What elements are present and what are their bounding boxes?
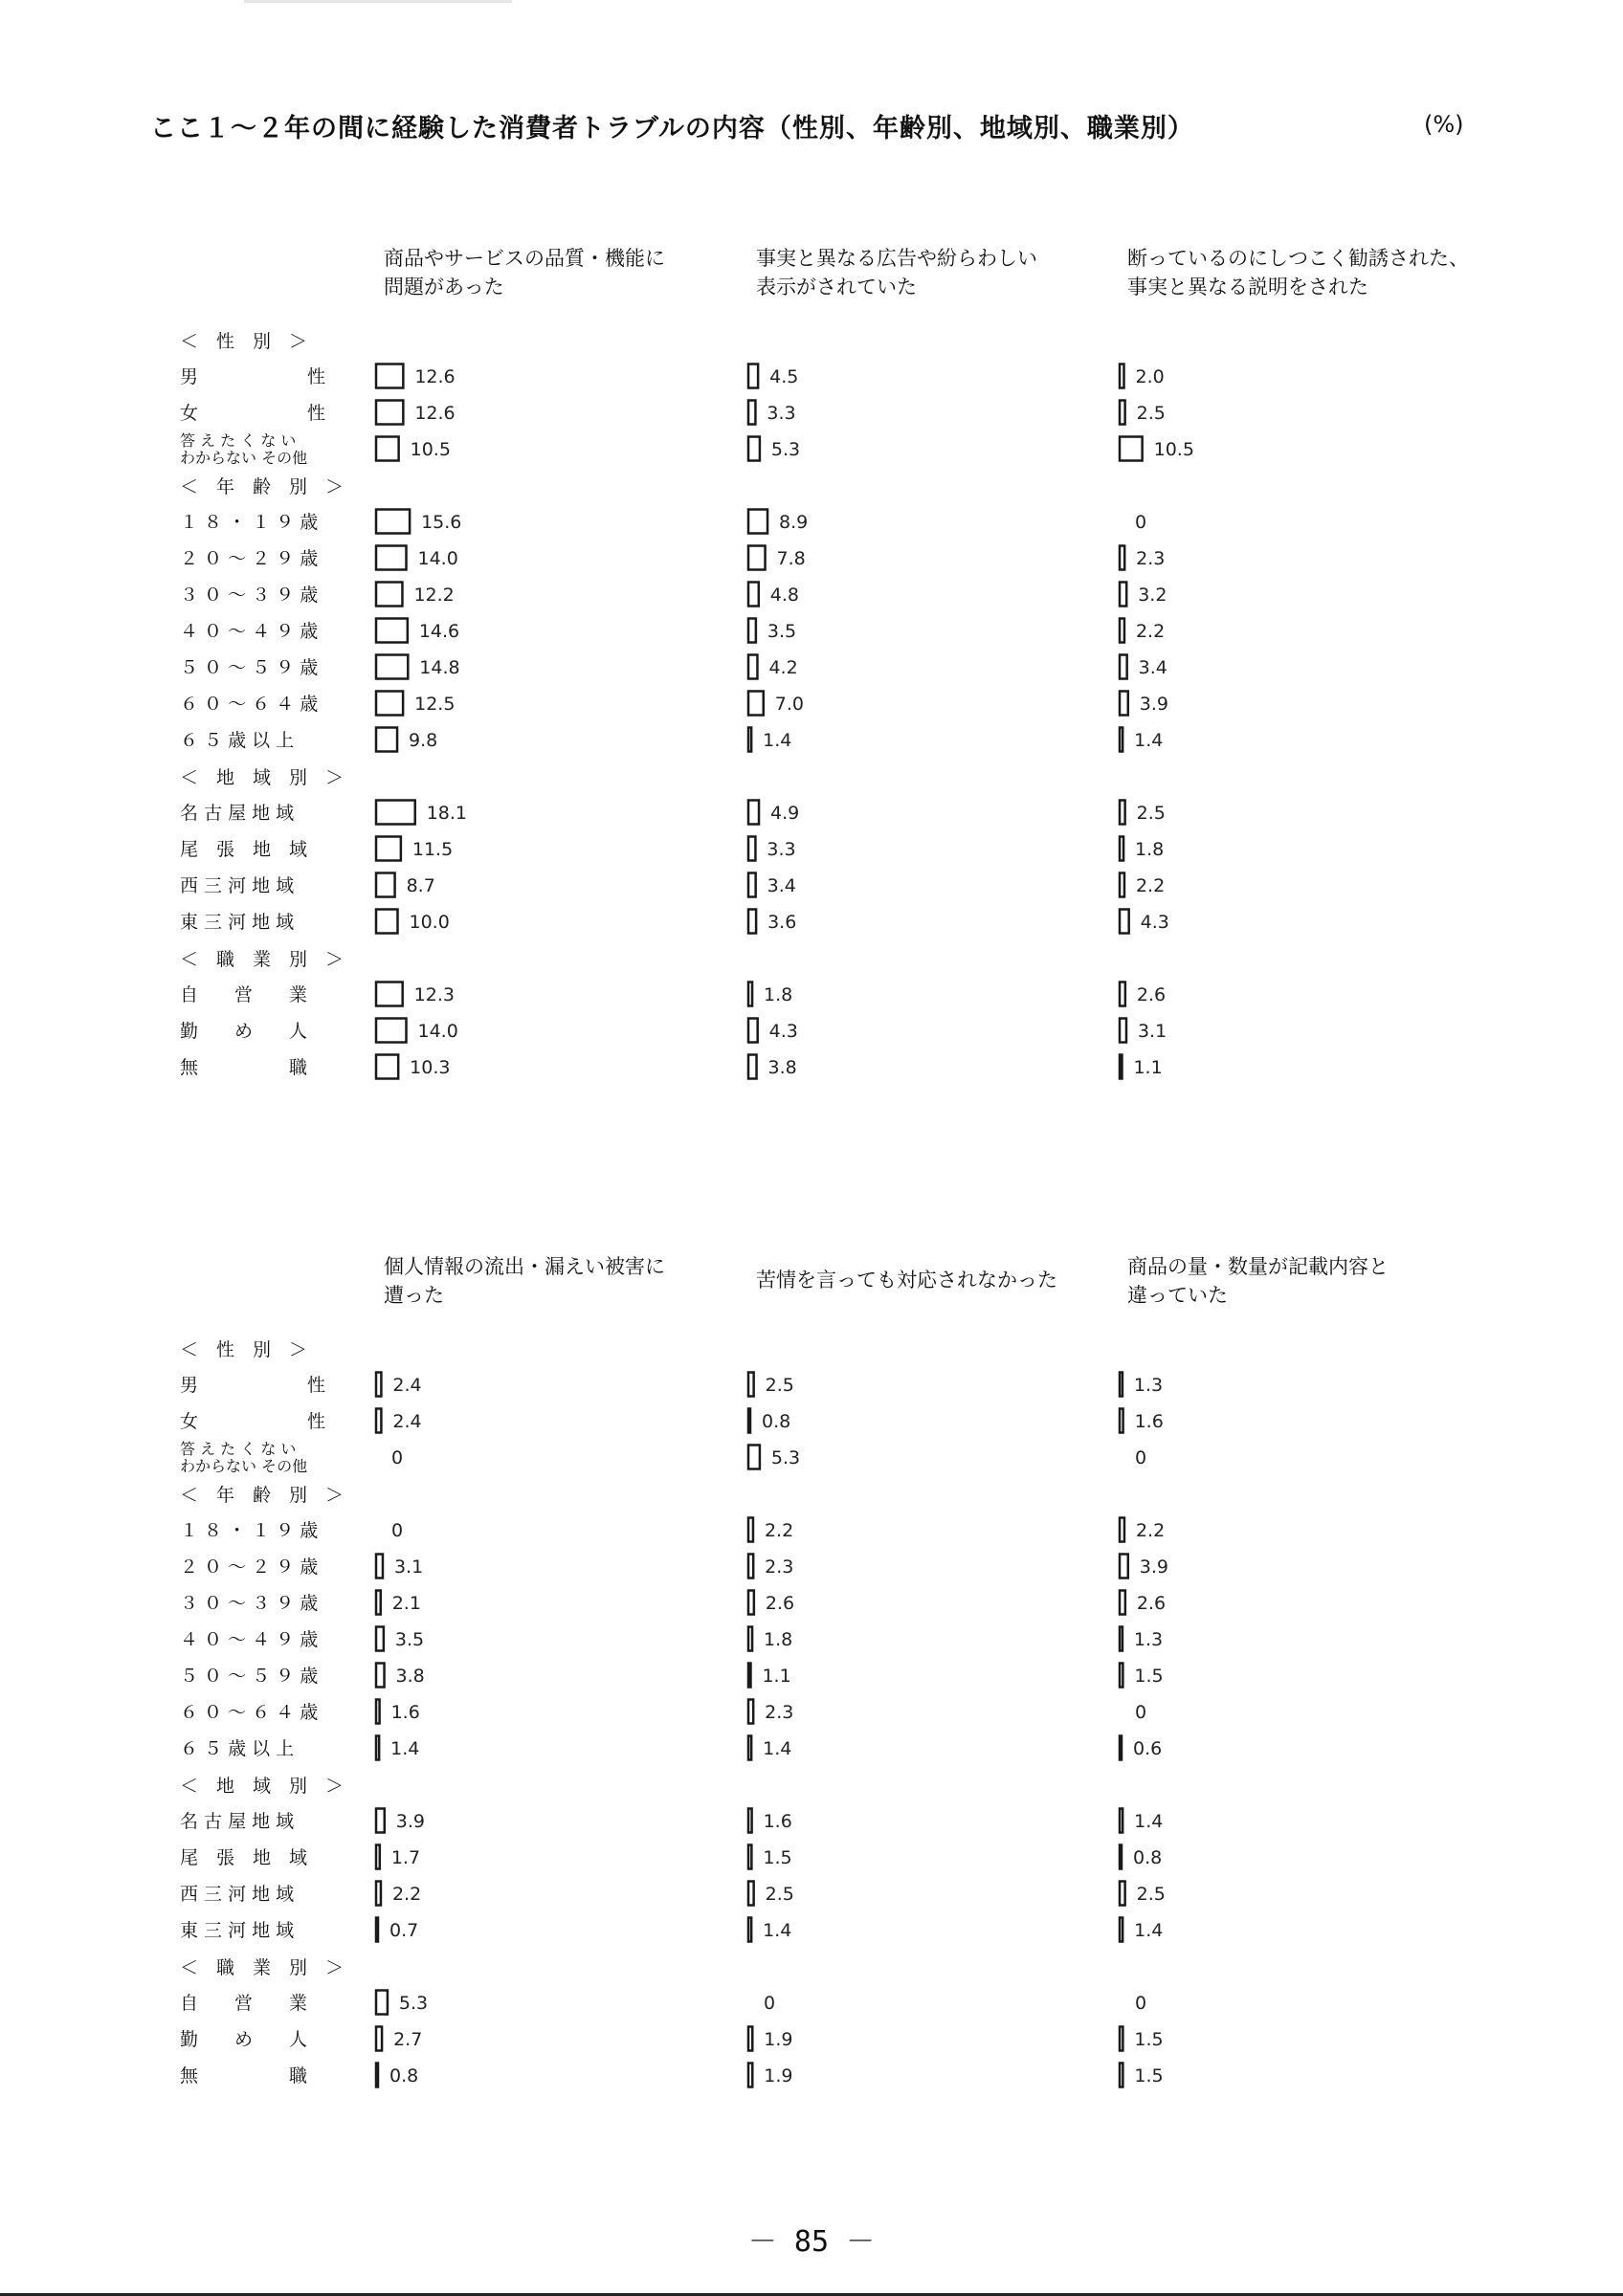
row-label-4-2: 勤 め 人 [180,2029,308,2050]
bar [748,873,756,897]
series-header-1-line-1: 商品やサービスの品質・機能に [384,247,665,270]
bar-value-label: 1.1 [762,1666,791,1687]
bar-value-label: 2.3 [765,1556,794,1578]
bar [748,692,764,716]
bar [1120,655,1127,679]
bar-value-label: 1.9 [764,2065,793,2086]
bar-value-label: 3.4 [767,875,796,896]
series-header-2-line-2: 表示がされていた [756,276,917,298]
bar [1120,873,1124,897]
row-label-3-4: 東 三 河 地 域 [180,912,295,933]
bar [376,655,408,679]
bar-value-label: 4.3 [768,1021,798,1042]
bar-value-label: 0 [391,1520,404,1541]
row-label-2-4: ４ ０ ～ ４ ９ 歳 [180,621,319,642]
group-label-2: ＜ 年 齢 別 ＞ [180,1485,345,1506]
row-label-4-2: 勤 め 人 [180,1021,308,1042]
bar-value-label: 12.2 [413,585,455,606]
bar [376,401,403,425]
bar [376,1700,380,1724]
bar-value-label: 1.9 [764,2029,793,2050]
bar-value-label: 3.3 [767,403,796,424]
bar-value-label: 2.3 [765,1702,794,1723]
bar-value-label: 3.9 [1139,1556,1168,1578]
bar-value-label: 0 [1135,512,1147,533]
row-label-2-2: ２ ０ ～ ２ ９ 歳 [180,548,319,569]
bar [376,728,397,752]
bar-value-label: 8.7 [406,875,435,896]
bar [1120,401,1125,425]
row-label-line1: 答 え た く な い [180,1440,297,1458]
bar-value-label: 1.4 [763,730,792,751]
bar [376,837,401,861]
bar [376,1736,379,1760]
bar-value-label: 0 [1135,1993,1147,2014]
bar-value-label: 5.3 [398,1993,429,2014]
group-label-3: ＜ 地 域 別 ＞ [180,1776,345,1797]
row-label-4-1: 自 営 業 [180,984,308,1005]
bar-value-label: 1.4 [1134,1811,1164,1832]
bar-value-label: 1.3 [1133,1629,1164,1650]
bar-value-label: 3.9 [395,1811,425,1832]
bar-value-label: 14.0 [417,1021,458,1042]
bar [1120,801,1125,825]
bar [748,728,751,752]
bar-value-label: 14.8 [419,657,460,678]
bar [376,1882,381,1906]
bar [1120,1736,1122,1760]
bar [748,982,752,1006]
bar [1120,546,1124,570]
bar [748,1591,754,1615]
row-label-3-2: 尾 張 地 域 [180,1847,308,1868]
bar [748,1409,750,1433]
bar [1120,1373,1123,1397]
bar [748,1055,757,1079]
group-label-4: ＜ 職 業 別 ＞ [180,1957,345,1978]
bar-value-label: 1.4 [1134,1920,1164,1941]
bar [1120,692,1128,716]
group-label-1: ＜ 性 別 ＞ [180,1339,308,1360]
bar [1120,2064,1123,2087]
row-label-line2: わからない その他 [180,1457,308,1475]
bar [748,364,758,388]
unit-label: (%) [1424,111,1464,138]
bar-value-label: 0.8 [762,1411,791,1432]
bar-value-label: 1.8 [1135,839,1165,860]
chart-panel-bottom [0,1238,1623,2099]
bar-value-label: 0 [764,1993,776,2014]
bar [1120,1845,1122,1869]
bar-value-label: 1.8 [764,984,793,1005]
series-header-1-line-2: 遭った [384,1284,444,1307]
bar-value-label: 2.0 [1135,366,1165,387]
bar [1120,1627,1123,1651]
row-label-1-2: 女 性 [180,403,326,424]
row-label-2-6: ６ ０ ～ ６ ４ 歳 [180,694,319,715]
row-label-3-3: 西 三 河 地 域 [180,1884,295,1905]
group-label-4: ＜ 職 業 別 ＞ [180,949,345,970]
bar [748,401,755,425]
bar-value-label: 18.1 [426,803,468,824]
bar [376,873,395,897]
row-label-1-1: 男 性 [180,366,326,387]
bar [376,982,403,1006]
bar [376,1991,388,2015]
bar-value-label: 2.6 [1136,1593,1167,1614]
bar [376,1627,384,1651]
row-label-1-1: 男 性 [180,1375,326,1396]
bar [748,1373,754,1397]
bar-value-label: 14.6 [418,621,460,642]
bar [748,1845,751,1869]
series-header-1-line-2: 問題があった [384,276,504,298]
bar-value-label: 2.2 [1135,621,1166,642]
bar [376,1591,381,1615]
bar-value-label: 1.7 [390,1847,421,1868]
row-label-line1: 答 え た く な い [180,431,297,450]
bar [376,437,399,461]
scan-artifact [244,0,512,3]
bar [748,655,757,679]
group-label-1: ＜ 性 別 ＞ [180,331,308,352]
bar-value-label: 3.2 [1138,585,1167,606]
bar-value-label: 4.5 [769,366,799,387]
bar-value-label: 1.5 [763,1847,792,1868]
row-label-3-1: 名 古 屋 地 域 [180,1811,295,1832]
bar [748,583,759,607]
bar [1120,910,1129,934]
bar-value-label: 3.1 [1137,1021,1167,1042]
bar-value-label: 2.7 [393,2029,423,2050]
row-label-2-6: ６ ０ ～ ６ ４ 歳 [180,1702,319,1723]
row-label-3-4: 東 三 河 地 域 [180,1920,295,1941]
row-label-2-3: ３ ０ ～ ３ ９ 歳 [180,585,319,606]
chart-panel-top [0,230,1623,1091]
bar [376,1055,398,1079]
bar-value-label: 1.5 [1134,2029,1164,2050]
bar-value-label: 10.0 [409,912,450,933]
bar [1120,1409,1123,1433]
bar [376,1373,381,1397]
bar-value-label: 10.5 [410,439,451,460]
bar-value-label: 2.1 [391,1593,421,1614]
row-label-line2: わからない その他 [180,449,308,467]
row-label-2-5: ５ ０ ～ ５ ９ 歳 [180,657,319,678]
bar-value-label: 9.8 [409,730,438,751]
bar-value-label: 1.6 [390,1702,420,1723]
bar-value-label: 2.3 [1136,548,1166,569]
series-header-1-line-1: 個人情報の流出・漏えい被害に [384,1255,665,1278]
bar-value-label: 1.4 [390,1738,420,1759]
bar [1120,364,1124,388]
series-header-3-line-2: 違っていた [1127,1284,1228,1307]
row-label-4-1: 自 営 業 [180,1993,308,2014]
bar [748,1019,758,1043]
bar [748,2064,752,2087]
bar-value-label: 0.6 [1133,1738,1163,1759]
bar [748,1446,760,1469]
bar [376,1845,380,1869]
bar-value-label: 3.9 [1139,694,1168,715]
bar-value-label: 12.6 [414,403,456,424]
bar-value-label: 1.1 [1133,1057,1163,1078]
bar-value-label: 5.3 [770,439,801,460]
bar [1120,982,1125,1006]
bar-value-label: 2.2 [391,1884,422,1905]
bar [748,546,766,570]
bar-value-label: 3.8 [767,1057,797,1078]
bar-value-label: 1.6 [763,1811,792,1832]
bar-value-label: 3.5 [394,1629,425,1650]
series-header-3-line-1: 商品の量・数量が記載内容と [1127,1255,1389,1278]
bar [376,1555,383,1578]
row-label-4-3: 無 職 [180,2065,308,2086]
bar [748,1664,750,1688]
bar [376,510,410,534]
bar-value-label: 5.3 [770,1447,801,1468]
bar [376,910,398,934]
bar-value-label: 1.4 [1134,730,1164,751]
bar [748,837,755,861]
bar-value-label: 2.2 [1135,1520,1166,1541]
bar [748,801,759,825]
bar-value-label: 1.5 [1134,1666,1164,1687]
series-header-2-line-1: 事実と異なる広告や紛らわしい [756,247,1037,270]
bar-value-label: 3.1 [393,1556,424,1578]
bar [376,801,415,825]
bar [376,1409,381,1433]
bar-value-label: 0.7 [389,1920,419,1941]
series-header-3-line-1: 断っているのにしつこく勧誘された、 [1127,247,1469,270]
bar-value-label: 0 [391,1447,404,1468]
bar-value-label: 2.4 [392,1411,422,1432]
bar-value-label: 7.0 [774,694,804,715]
bar-value-label: 2.2 [764,1520,794,1541]
bar [748,910,756,934]
bar-value-label: 2.6 [1136,984,1167,1005]
series-header-3-line-2: 事実と異なる説明をされた [1127,276,1368,298]
bar [1120,837,1123,861]
bar [376,2027,382,2051]
bar-value-label: 2.6 [765,1593,795,1614]
bar-value-label: 0 [1135,1702,1147,1723]
row-label-3-2: 尾 張 地 域 [180,839,308,860]
bar-value-label: 3.6 [767,912,797,933]
row-label-3-3: 西 三 河 地 域 [180,875,295,896]
bar [376,546,407,570]
bar [376,1918,378,1942]
bar-value-label: 12.5 [414,694,456,715]
row-label-1-2: 女 性 [180,1411,326,1432]
bar [748,2027,752,2051]
bar [1120,728,1123,752]
row-label-2-5: ５ ０ ～ ５ ９ 歳 [180,1666,319,1687]
bar [1120,1664,1123,1688]
bar-value-label: 1.3 [1133,1375,1164,1396]
bar-value-label: 0.8 [389,2065,419,2086]
bar [748,1736,751,1760]
bar-value-label: 1.4 [763,1920,792,1941]
page-number: － 85 － [747,2225,876,2259]
bar-value-label: 2.5 [1136,803,1166,824]
page-title: ここ１～２年の間に経験した消費者トラブルの内容（性別、年齢別、地域別、職業別） [150,114,1194,144]
bar-value-label: 10.5 [1153,439,1194,460]
bar-value-label: 2.5 [1136,403,1166,424]
bar-value-label: 10.3 [410,1057,451,1078]
bar [1120,619,1124,643]
bar-value-label: 0 [1135,1447,1147,1468]
bar [748,1627,752,1651]
bar [376,583,402,607]
bar [376,1809,385,1833]
bar [1120,1055,1122,1079]
bar-value-label: 4.8 [769,585,800,606]
group-label-2: ＜ 年 齢 別 ＞ [180,476,345,497]
row-label-4-3: 無 職 [180,1057,308,1078]
bar-value-label: 1.6 [1134,1411,1164,1432]
bar [376,364,403,388]
bar-value-label: 1.5 [1134,2065,1164,2086]
bar-value-label: 2.5 [1136,1884,1166,1905]
row-label-2-2: ２ ０ ～ ２ ９ 歳 [180,1556,319,1578]
bar [1120,1019,1126,1043]
bar [748,1809,752,1833]
bar [748,510,767,534]
row-label-3-1: 名 古 屋 地 域 [180,803,295,824]
bar-value-label: 4.9 [770,803,800,824]
bar [748,1518,753,1542]
bar-value-label: 2.5 [765,1375,794,1396]
bar [748,619,756,643]
bar-value-label: 7.8 [776,548,806,569]
bar-value-label: 15.6 [421,512,462,533]
bar-value-label: 2.5 [765,1884,794,1905]
bar [1120,1809,1123,1833]
bar-value-label: 12.6 [414,366,456,387]
bar-value-label: 3.4 [1138,657,1167,678]
bar [748,437,760,461]
bar [748,1918,751,1942]
bar [376,692,403,716]
bar-value-label: 14.0 [417,548,458,569]
bar-value-label: 3.8 [395,1666,425,1687]
bar-value-label: 3.3 [767,839,796,860]
bar-value-label: 1.8 [764,1629,793,1650]
bar [376,1019,407,1043]
bar [1120,1882,1125,1906]
bar-value-label: 3.5 [767,621,797,642]
bar [1120,1591,1125,1615]
bar [748,1555,753,1578]
bar-value-label: 4.2 [768,657,798,678]
chart-svg-top [0,230,1623,1091]
bar [748,1700,753,1724]
bar-value-label: 11.5 [411,839,454,860]
row-label-2-1: １ ８ ・ １ ９ 歳 [180,1520,319,1541]
bar-value-label: 0.8 [1133,1847,1163,1868]
row-label-2-3: ３ ０ ～ ３ ９ 歳 [180,1593,319,1614]
series-header-2-line-1: 苦情を言っても対応されなかった [756,1269,1057,1292]
chart-svg-bottom [0,1238,1623,2099]
group-label-3: ＜ 地 域 別 ＞ [180,767,345,788]
bar-value-label: 2.4 [392,1375,422,1396]
bar [376,1664,385,1688]
bar-value-label: 12.3 [413,984,455,1005]
bar [1120,437,1143,461]
row-label-2-7: ６ ５ 歳 以 上 [180,730,295,751]
row-label-2-1: １ ８ ・ １ ９ 歳 [180,512,319,533]
row-label-2-7: ６ ５ 歳 以 上 [180,1738,295,1759]
bar [1120,2027,1123,2051]
bar [1120,1555,1128,1578]
row-label-2-4: ４ ０ ～ ４ ９ 歳 [180,1629,319,1650]
bar [1120,1518,1124,1542]
bar-value-label: 4.3 [1140,912,1169,933]
bar [376,619,408,643]
bar [748,1882,754,1906]
bar-value-label: 1.4 [763,1738,792,1759]
bar [1120,583,1126,607]
bar [376,2064,378,2087]
bar [1120,1918,1123,1942]
bar-value-label: 2.2 [1135,875,1166,896]
bar-value-label: 8.9 [779,512,809,533]
